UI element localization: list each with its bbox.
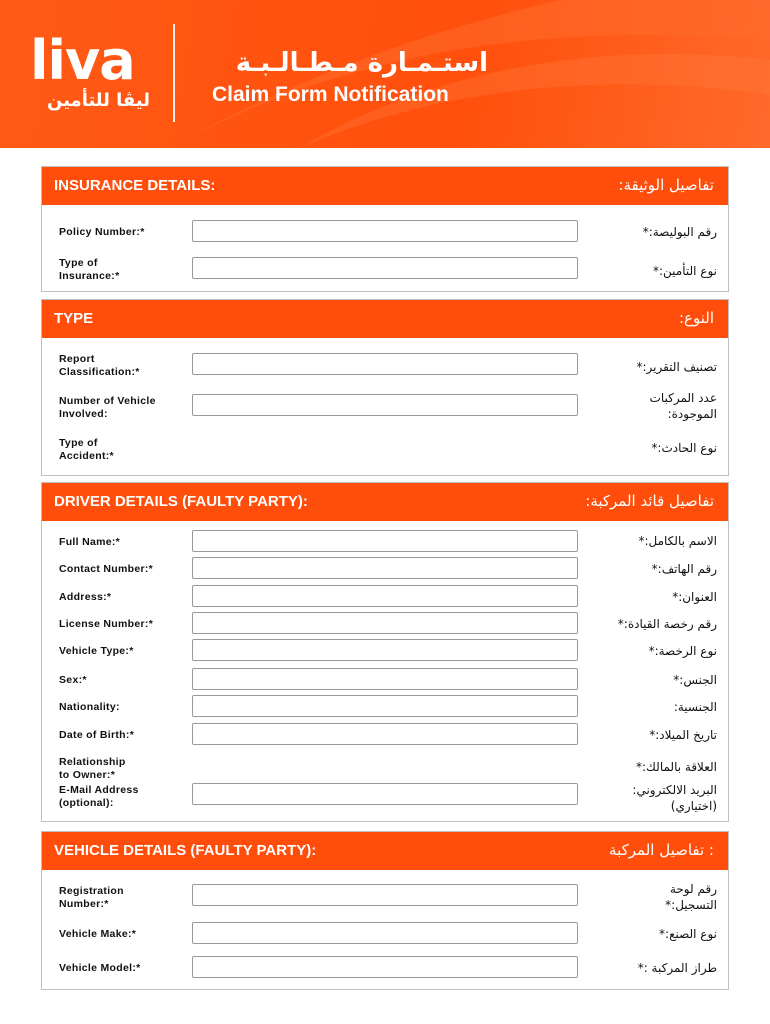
type-of-insurance-field[interactable] (192, 257, 578, 279)
form-title-arabic: استـمـارة مـطـالـبـة (235, 48, 488, 78)
insurance-details-section (41, 166, 729, 292)
sex-field[interactable] (192, 668, 578, 690)
contact-number-field[interactable] (192, 557, 578, 579)
field-label: Number of Vehicle Involved: (59, 395, 156, 420)
header-banner (0, 0, 770, 148)
section-header (42, 167, 728, 205)
section-title: INSURANCE DETAILS: (54, 177, 216, 194)
field-label-arabic: نوع التأمين:* (652, 264, 717, 278)
vehicle-type-field[interactable] (192, 639, 578, 661)
field-label-arabic: رقم البوليصة:* (642, 225, 717, 239)
email-address-field[interactable] (192, 783, 578, 805)
field-label-arabic: الجنسية: (673, 700, 717, 714)
registration-number-field[interactable] (192, 884, 578, 906)
field-label-arabic: رقم الهاتف:* (651, 562, 717, 576)
field-label-arabic: نوع الحادث:* (651, 441, 717, 455)
field-label: Sex:* (59, 674, 87, 686)
liva-logo (30, 29, 150, 112)
logo-divider (173, 24, 175, 122)
vehicle-make-field[interactable] (192, 922, 578, 944)
field-label: Full Name:* (59, 536, 121, 548)
number-of-vehicles-field[interactable] (192, 394, 578, 416)
field-label: Type of Insurance:* (59, 257, 120, 282)
field-label: Vehicle Make:* (59, 928, 137, 940)
vehicle-details-section (41, 831, 729, 990)
section-header (42, 300, 728, 338)
field-label-arabic: نوع الصنع:* (659, 927, 717, 941)
form-title: Claim Form Notification (212, 83, 449, 106)
field-label-arabic: البريد الالكتروني: (اختياري) (632, 783, 717, 813)
field-label: Vehicle Type:* (59, 645, 134, 657)
section-header (42, 483, 728, 521)
field-label-arabic: الجنس:* (673, 673, 717, 687)
section-title-arabic: تفاصيل قائد المركبة: (585, 492, 714, 510)
field-label: Date of Birth:* (59, 729, 135, 741)
logo-latin-text: liva (30, 29, 135, 92)
field-label: License Number:* (59, 618, 154, 630)
field-label-arabic: طراز المركبة :* (637, 961, 717, 975)
field-label: Vehicle Model:* (59, 962, 141, 974)
field-label-arabic: نوع الرخصة:* (648, 644, 717, 658)
section-title: VEHICLE DETAILS (FAULTY PARTY): (54, 842, 317, 859)
report-classification-field[interactable] (192, 353, 578, 375)
field-label-arabic: تصنيف التقرير:* (636, 360, 717, 374)
section-title: TYPE (54, 310, 94, 327)
section-title: DRIVER DETAILS (FAULTY PARTY): (54, 493, 308, 510)
driver-details-section (41, 482, 729, 822)
field-label: E-Mail Address (optional): (59, 784, 139, 809)
field-label-arabic: رقم لوحة التسجيل:* (665, 882, 717, 912)
field-label-arabic: العلاقة بالمالك:* (636, 760, 717, 774)
section-header (42, 832, 728, 870)
field-label-arabic: الاسم بالكامل:* (638, 534, 717, 548)
date-of-birth-field[interactable] (192, 723, 578, 745)
nationality-field[interactable] (192, 695, 578, 717)
field-label: Report Classification:* (59, 353, 140, 378)
field-label-arabic: رقم رخصة القيادة:* (617, 617, 717, 631)
field-label: Nationality: (59, 701, 120, 713)
field-label-arabic: عدد المركبات الموجودة: (649, 391, 717, 421)
full-name-field[interactable] (192, 530, 578, 552)
section-title-arabic: النوع: (678, 309, 714, 327)
field-label-arabic: العنوان:* (672, 590, 717, 604)
field-label: Type of Accident:* (59, 437, 114, 462)
field-label-arabic: تاريخ الميلاد:* (649, 728, 717, 742)
field-label: Address:* (59, 591, 112, 603)
logo-arabic-text: ليڤا للتأمين (47, 90, 150, 111)
section-title-arabic: : تفاصيل المركبة (609, 841, 714, 859)
address-field[interactable] (192, 585, 578, 607)
section-title-arabic: تفاصيل الوثيقة: (618, 176, 714, 194)
field-label: Contact Number:* (59, 563, 154, 575)
policy-number-field[interactable] (192, 220, 578, 242)
type-section (41, 299, 729, 476)
vehicle-model-field[interactable] (192, 956, 578, 978)
license-number-field[interactable] (192, 612, 578, 634)
field-label: Registration Number:* (59, 885, 124, 910)
field-label: Relationship to Owner:* (59, 756, 126, 781)
field-label: Policy Number:* (59, 226, 145, 238)
